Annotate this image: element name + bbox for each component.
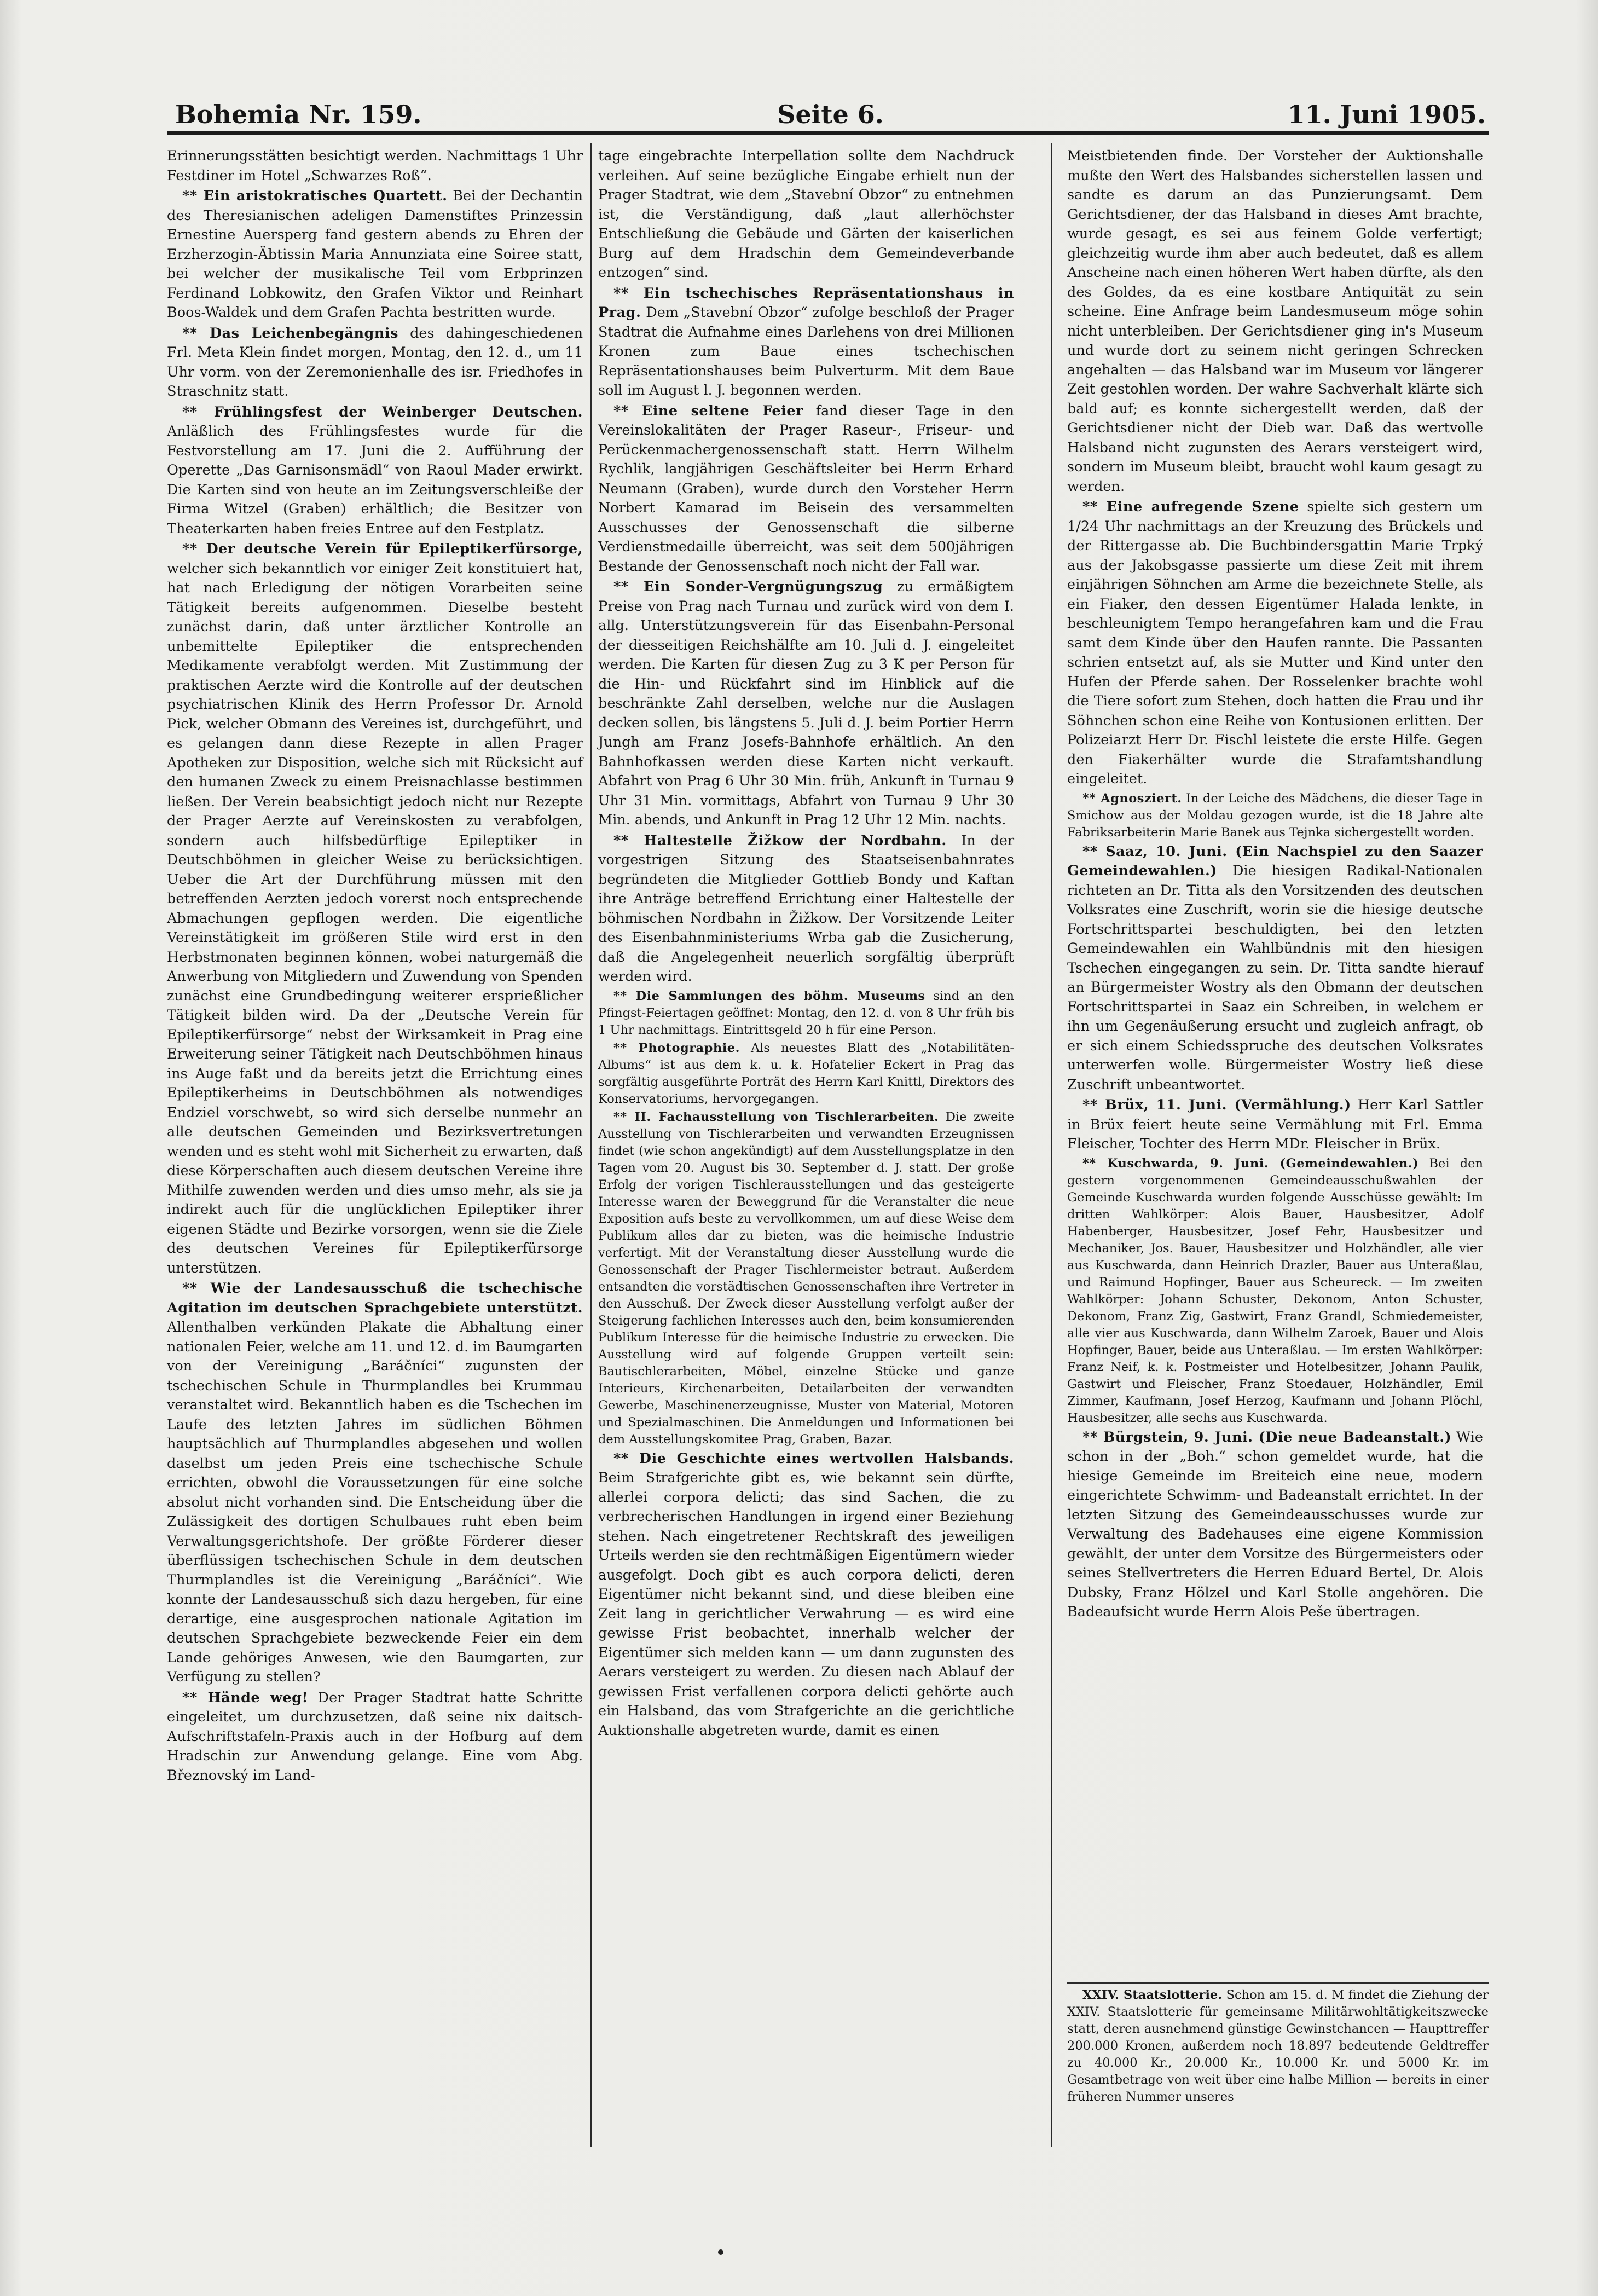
article-heading: ** Eine aufregende Szene: [1082, 499, 1299, 515]
article-heading: ** Brüx, 11. Juni. (Vermählung.): [1082, 1097, 1351, 1113]
article-body: sind an den Pfingst-Feiertagen geöffnet: Montag, den 12. d. von 8 Uhr früh bis 1 Uhr nachmittags. Eintrittsgeld 20 h für eine Person.: [598, 988, 1014, 1037]
article-heading: ** Das Leichenbegängnis: [182, 325, 398, 342]
article-brux: [1067, 1096, 1483, 1154]
article-body: Allenthalben verkünden Plakate die Abhaltung einer nationalen Feier, welche am 11. und 12. d. im Baumgarten von der Vereinigung „Baráčníci“ zugunsten der tschechischen Schule in Thurmplandles bei Krummau veranstaltet wird. Bekanntlich haben es die Tschechen im Laufe des letzten Jahres im südlichen Böhmen hauptsächlich auf Thurmplandles abgesehen und wollen daselbst um jeden Preis eine tschechische Schule errichten, obwohl die Voraussetzungen für eine solche absolut nicht vorhanden sind. Die Entscheidung über die Zulässigkeit des dortigen Schulbaues ruht eben beim Verwaltungsgerichtshofe. Der größte Förderer dieser überflüssigen tschechischen Schule in dem deutschen Thurmplandles ist die Vereinigung „Baráčníci“. Wie konnte der Landesausschuß sich dazu hergeben, für eine derartige, eine ausgesprochen nationale Agitation im deutschen Sprachgebiete bezweckende Feier ein dem Lande gehöriges Anwesen, wie den Baumgarten, zur Verfügung zu stellen?: [167, 1319, 583, 1685]
print-mark: [718, 2249, 723, 2255]
article-continuation: tage eingebrachte Interpellation sollte dem Nachdruck verleihen. Auf seine bezügliche Eingabe erhielt nun der Prager Stadtrat, wie dem „Stavební Obzor“ zu entnehmen ist, die Verständigung, daß „laut allerhöchster Entschließung die Gebäude und Gärten der kaiserlichen Burg auf dem Hradschin dem Gemeindeverbande entzogen“ sind.: [598, 148, 1014, 281]
article-body: Die hiesigen Radikal-Nationalen richteten an Dr. Titta als den Vorsitzenden des deutschen Volksrates eine Zuschrift, worin sie die hiesige deutsche Fortschrittspartei beschuldigten, bei den letzten Gemeindewahlen ein Wahlbündnis mit den hiesigen Tschechen eingegangen zu sein. Dr. Titta sandte hierauf an Bürgermeister Wostry als den Obmann der deutschen Fortschrittspartei in Saaz ein Schreiben, in welchem er ihn um Gegenäußerung ersucht und zugleich anfragt, ob er sich einem Schiedsspruche des deutschen Volksrates unterwerfen wolle. Bürgermeister Wostry ließ diese Zuschrift unbeantwortet.: [1067, 863, 1483, 1093]
article-continuation: Meistbietenden finde. Der Vorsteher der Auktionshalle mußte den Wert des Halsbandes sicherstellen lassen und sandte es darum an das Punzierungsamt. Dem Gerichtsdiener, der das Halsband in dieses Amt brachte, wurde gesagt, es sei aus feinem Golde verfertigt; gleichzeitig wurde ihm aber auch bedeutet, daß es allem Anscheine nach einen höheren Wert haben dürfte, als den des Goldes, da es eine kostbare Antiquität zu sein scheine. Eine Anfrage beim Landesmuseum möge sohin nicht unterbleiben. Der Gerichtsdiener ging in's Museum und wurde dort zu seinem nicht geringen Schrecken angehalten — das Halsband war im Museum vor längerer Zeit gestohlen worden. Der wahre Sachverhalt klärte sich bald auf; es konnte sichergestellt werden, daß der Gerichtsdiener nicht der Dieb war. Daß das wertvolle Halsband nicht zugunsten des Aerars versteigert wird, sondern im Museum bleibt, braucht wohl kaum gesagt zu werden.: [1067, 148, 1483, 495]
issue-date: 11. Juni 1905.: [1287, 100, 1486, 129]
article-heading: ** Haltestelle Žižkow der Nordbahn.: [613, 832, 947, 849]
article-heading: ** Bürgstein, 9. Juni. (Die neue Badeanstalt.): [1082, 1429, 1452, 1445]
column-3: [1067, 147, 1483, 1623]
article-body: Schon am 15. d. M findet die Ziehung der XXIV. Staatslotterie für gemeinsame Militärwohltätigkeitszwecke statt, deren ausnehmend günstige Gewinstchancen — Haupttreffer 200.000 Kronen, außerdem noch 18.897 bedeutende Geldtreffer zu 40.000 Kr., 20.000 Kr., 10.000 Kr. und 5000 Kr. im Gesamtbetrage von weit über eine halbe Million — bereits in einer früheren Nummer unseres: [1067, 1988, 1489, 2104]
column-1: [167, 147, 583, 1786]
article-necklace-story: [598, 1449, 1014, 1741]
article-kuschwarda: [1067, 1155, 1483, 1427]
article-representation-house: [598, 284, 1014, 401]
article-heading: ** Ein tschechisches Repräsentationshaus in Prag.: [598, 285, 1014, 321]
article-body: In der vorgestrigen Sitzung des Staatseisenbahnrates begründeten die Mitglieder Gottlieb Bondy und Kaftan ihre Anträge betreffend Errichtung einer Haltestelle der böhmischen Nordbahn in Žižkow. Der Vorsitzende Leiter des Eisenbahnministeriums Wrba gab die Zusicherung, daß die Angelegenheit neuerlich sorgfältig überprüft werden wird.: [598, 832, 1015, 985]
article-aristocratic-quartet: [167, 187, 583, 323]
column-divider-1: [590, 143, 592, 2147]
article-body: fand dieser Tage in den Vereinslokalitäten der Prager Raseur-, Friseur- und Perückenmachergenossenschaft statt. Herrn Wilhelm Rychlik, langjährigen Geschäftsleiter bei Herrn Erhard Neumann (Graben), wurde durch den Vorsteher Herrn Norbert Kamarad im Beisein des versammelten Ausschusses der Genossenschaft die silberne Verdienstmedaille überreicht, was seit dem 500jährigen Bestande der Genossenschaft noch nicht der Fall war.: [598, 402, 1014, 575]
article-body: welcher sich bekanntlich vor einiger Zeit konstituiert hat, hat nach Erledigung der nötigen Vorarbeiten seine Tätigkeit bereits aufgenommen. Dieselbe besteht zunächst darin, daß unter ärztlicher Kontrolle an unbemittelte Epileptiker die entsprechenden Medikamente verabfolgt werden. Mit Zustimmung der praktischen Aerzte wird die Kontrolle auf der deutschen psychiatrischen Klinik des Herrn Professor Dr. Arnold Pick, welcher Obmann des Vereines ist, durchgeführt, und es gelangen dann diese Rezepte in allen Prager Apotheken zur Disposition, welche sich mit Rücksicht auf den humanen Zweck zu einem Preisnachlasse bestimmen ließen. Der Verein beabsichtigt jedoch nicht nur Rezepte der Prager Aerzte auf Vereinskosten zu verabfolgen, sondern auch hilfsbedürftige Epileptiker in Deutschböhmen in gleicher Weise zu berücksichtigen. Ueber die Art der Durchführung müssen mit den betreffenden Aerzten jedoch vorerst noch entsprechende Abmachungen gepflogen werden. Die eigentliche Vereinstätigkeit im größeren Stile wird erst in den Herbstmonaten beginnen können, wobei naturgemäß die Anwerbung von Mitgliedern und Zuwendung von Spenden zunächst eine Grundbedingung weiterer ersprießlicher Tätigkeit bilden wird. Da der „Deutsche Verein für Epileptikerfürsorge“ nebst der Wirksamkeit in Prag eine Erweiterung seiner Tätigkeit nach Deutschböhmen hinaus ins Auge faßt und da bereits jetzt die Errichtung eines Epileptikerheims in Deutschböhmen als notwendiges Endziel vorschwebt, so wird sich derselbe nunmehr an alle deutschen Gemeinden und Bezirksvertretungen wenden und es steht wohl mit Sicherheit zu erwarten, daß diese Körperschaften auch diesem deutschen Vereine ihre Mithilfe zuwenden werden und dies umso mehr, als sie ja indirekt auch für die unglücklichen Epileptiker ihrer eigenen Städte und Bezirke vorsorgen, wenn sie die Ziele des deutschen Vereines für Epileptikerfürsorge unterstützen.: [167, 560, 583, 1276]
article-epilepsy-association: [167, 540, 583, 1278]
article-burgstein: [1067, 1428, 1483, 1622]
article-heading: ** Ein Sonder-Vergnügungszug: [613, 579, 883, 595]
article-body: Die zweite Ausstellung von Tischlerarbeiten und verwandten Erzeugnissen findet (wie schon angekündigt) auf dem Ausstellungsplatze in den Tagen vom 20. August bis 30. September d. J. statt. Der große Erfolg der vorigen Tischlerausstellungen und das gesteigerte Interesse waren der Beweggrund für die Veranstalter die neue Exposition aufs beste zu vervollkommen, um auf diese Weise dem Publikum alles dar zu bieten, was die heimische Industrie verfertigt. Mit der Veranstaltung dieser Ausstellung wurde die Genossenschaft der Prager Tischlermeister betraut. Außerdem entsandten die vorstädtischen Genossenschaften ihre Vertreter in den Ausschuß. Der Zweck dieser Ausstellung verfolgt außer der Steigerung fachlichen Interesses auch den, beim konsumierenden Publikum Interesse für die heimische Industrie zu erwecken. Die Ausstellung wird auf folgende Gruppen verteilt sein: Bautischlerarbeiten, Möbel, einzelne Stücke und ganze Interieurs, Kirchenarbeiten, Detailarbeiten der verwandten Gewerbe, Maschinenerzeugnisse, Muster von Material, Motoren und Spezialmaschinen. Die Anmeldungen und Informationen bei dem Ausstellungskomitee Prag, Graben, Bazar.: [598, 1109, 1015, 1447]
article-body: Anläßlich des Frühlingsfestes wurde für die Festvorstellung am 17. Juni die 2. Aufführung der Operette „Das Garnisonsmädl“ von Raoul Mader erwirkt. Die Karten sind von heute an im Zeitungsverschleiße der Firma Witzel (Graben) erhältlich; die Besitzer von Theaterkarten haben freies Entree auf den Festplatz.: [167, 423, 583, 537]
article-photography: [598, 1040, 1014, 1108]
article-agitation: [167, 1279, 583, 1687]
page-number: Seite 6.: [777, 100, 884, 129]
header-rule: [167, 131, 1489, 135]
article-special-train: [598, 577, 1014, 830]
column-2: [598, 147, 1014, 1742]
section-rule: [1067, 1982, 1489, 1984]
article-body: In der Leiche des Mädchens, die dieser Tage in Smichow aus der Moldau gezogen wurde, ist die 18 Jahre alte Fabriksarbeiterin Marie Banek aus Tejnka sichergestellt worden.: [1067, 791, 1484, 840]
article-heading: ** Der deutsche Verein für Epileptikerfürsorge,: [182, 541, 583, 557]
article-continuation: Erinnerungsstätten besichtigt werden. Nachmittags 1 Uhr Festdiner im Hotel „Schwarzes Roß“.: [167, 148, 583, 184]
article-body: spielte sich gestern um 1/24 Uhr nachmittags an der Kreuzung des Brückels und der Rittergasse ab. Die Buchbindersgattin Marie Trpký aus der Jakobsgasse passierte um diese Zeit mit ihrem einjährigen Söhnchen am Arme die bezeichnete Stelle, als ein Fiaker, den dessen Eigentümer Halada lenkte, in beschleunigtem Tempo herangefahren kam und die Frau samt dem Kinde über den Haufen rannte. Die Passanten schrien entsetzt auf, als sie Mutter und Kind unter den Hufen der Pferde sahen. Der Rosselenker brachte wohl die Tiere sofort zum Stehen, doch hatten die Frau und ihr Söhnchen schon eine Reihe von Kontusionen erlitten. Der Polizeiarzt Herr Dr. Fischl leistete die erste Hilfe. Gegen den Fiakerhälter wurde die Strafamtshandlung eingeleitet.: [1067, 499, 1484, 787]
article-spring-festival: [167, 403, 583, 539]
article-heading: ** Wie der Landesausschuß die tschechische Agitation im deutschen Sprachgebiete unterstützt.: [167, 1280, 583, 1316]
article-body: Bei den gestern vorgenommenen Gemeindeausschußwahlen der Gemeinde Kuschwarda wurden folgende Ausschüsse gewählt: Im dritten Wahlkörper: Alois Bauer, Hausbesitzer, Adolf Habenberger, Hausbesitzer, Josef Fehr, Hausbesitzer und Mechaniker, Jos. Bauer, Hausbesitzer und Holzhändler, alle vier aus Kuschwarda, dann Heinrich Drazler, Bauer aus Unteraßlau, und Raimund Hopfinger, Bauer aus Scheureck. — Im zweiten Wahlkörper: Johann Schuster, Dekonom, Anton Schuster, Dekonom, Franz Zig, Gastwirt, Franz Grandl, Schmiedemeister, alle vier aus Kuschwarda, dann Wilhelm Zaroek, Bauer und Alois Hopfinger, Bauer, beide aus Unteraßlau. — Im ersten Wahlkörper: Franz Neif, k. k. Postmeister und Hotelbesitzer, Johann Paulik, Gastwirt und Fleischer, Franz Stoedauer, Holzhändler, Emil Zimmer, Kaufmann, Josef Herzog, Kaufmann und Johann Plöchl, Hausbesitzer, alle sechs aus Kuschwarda.: [1067, 1156, 1483, 1425]
article-carpentry-exhibition: [598, 1109, 1014, 1448]
article-heading: ** Photographie.: [613, 1040, 740, 1055]
article-body: zu ermäßigtem Preise von Prag nach Turnau und zurück wird von dem I. allg. Unterstützungsverein für das Eisenbahn-Personal der diesseitigen Reichshälfte am 10. Juli d. J. eingeleitet werden. Die Karten für diesen Zug zu 3 K per Person für die Hin- und Rückfahrt sind im Hinblick auf die beschränkte Zahl derselben, welche nur die Auslagen decken sollen, bis längstens 5. Juli d. J. beim Portier Herrn Jungh am Franz Josefs-Bahnhofe erhältlich. An den Bahnhofkassen werden diese Karten nicht verkauft. Abfahrt von Prag 6 Uhr 30 Min. früh, Ankunft in Turnau 9 Uhr 31 Min. vormittags, Abfahrt von Turnau 9 Uhr 30 Min. abends, und Ankunft in Prag 12 Uhr 12 Min. nachts.: [598, 579, 1014, 828]
article-saaz: [1067, 842, 1483, 1095]
article-hands-off: [167, 1688, 583, 1786]
newspaper-issue: Bohemia Nr. 159.: [175, 100, 422, 129]
article-body: Dem „Stavební Obzor“ zufolge beschloß der Prager Stadtrat die Aufnahme eines Darlehens von drei Millionen Kronen zum Baue eines tschechischen Repräsentationshauses beim Pulverturm. Mit dem Baue soll im August l. J. begonnen werden.: [598, 304, 1014, 398]
article-heading: ** II. Fachausstellung von Tischlerarbeiten.: [613, 1109, 939, 1124]
article-body: Herr Karl Sattler in Brüx feiert heute seine Vermählung mit Frl. Emma Fleischer, Tochter des Herrn MDr. Fleischer in Brüx.: [1067, 1097, 1484, 1152]
article-heading: ** Agnosziert.: [1082, 791, 1182, 806]
article-heading: ** Saaz, 10. Juni. (Ein Nachspiel zu den Saazer Gemeindewahlen.): [1067, 843, 1483, 879]
article-body: Wie schon in der „Boh.“ schon gemeldet wurde, hat die hiesige Gemeinde im Breiteich eine neue, modern eingerichtete Schwimm- und Badeanstalt errichtet. In der letzten Sitzung des Gemeindeausschusses wurde zur Verwaltung des Badehauses eine eigene Kommission gewählt, der unter dem Vorsitze des Bürgermeisters oder seines Stellvertreters die Herren Eduard Bertel, Dr. Alois Dubsky, Franz Hölzel und Karl Stolle angehören. Die Badeaufsicht wurde Herrn Alois Peše übertragen.: [1067, 1429, 1483, 1620]
column-divider-2: [1051, 143, 1052, 2147]
article-heading: ** Hände weg!: [182, 1689, 309, 1706]
article-identified: [1067, 790, 1483, 841]
article-body: Bei der Dechantin des Theresianischen adeligen Damenstiftes Prinzessin Ernestine Auersperg fand gestern abends zu Ehren der Erzherzogin-Äbtissin Maria Annunziata eine Soiree statt, bei welcher der musikalische Teil vom Erbprinzen Ferdinand Lobkowitz, den Grafen Viktor und Reinhart Boos-Waldek und dem Grafen Pachta bestritten wurde.: [167, 188, 583, 321]
article-heading: ** Die Geschichte eines wertvollen Halsbands.: [613, 1450, 1014, 1467]
article-body: Als neuestes Blatt des „Notabilitäten-Albums“ ist aus dem k. u. k. Hofatelier Eckert in Prag das sorgfältig ausgeführte Porträt des Herrn Karl Knittl, Direktors des Konservatoriums, hervorgegangen.: [598, 1040, 1014, 1106]
article-heading: ** Eine seltene Feier: [613, 402, 803, 419]
page-header: [175, 94, 1486, 132]
article-body: des dahingeschiedenen Frl. Meta Klein findet morgen, Montag, den 12. d., um 11 Uhr vorm. von der Zeremonienhalle des isr. Friedhofes in Straschnitz statt.: [167, 325, 583, 400]
article-body: Der Prager Stadtrat hatte Schritte eingeleitet, um durchzusetzen, daß seine nix daitsch-Aufschriftstafeln-Praxis auch in der Hofburg auf dem Hradschin zur Anwendung gelange. Eine vom Abg. Březnovský im Land-: [167, 1689, 583, 1784]
article-heading: ** Frühlingsfest der Weinberger Deutschen.: [182, 403, 583, 420]
article-heading: ** Die Sammlungen des böhm. Museums: [613, 988, 925, 1003]
article-heading: ** Ein aristokratisches Quartett.: [182, 188, 448, 204]
article-rare-celebration: [598, 402, 1014, 577]
article-state-lottery: [1067, 1987, 1489, 2106]
article-heading: ** Kuschwarda, 9. Juni. (Gemeindewahlen.): [1082, 1156, 1419, 1171]
article-heading: XXIV. Staatslotterie.: [1082, 1988, 1223, 2002]
article-body: Beim Strafgerichte gibt es, wie bekannt sein dürfte, allerlei corpora delicti; das sind Sachen, die zu verbrecherischen Handlungen in irgend einer Beziehung stehen. Nach eingetretener Rechtskraft des jeweiligen Urteils werden sie den rechtmäßigen Eigentümern wieder ausgefolgt. Doch gibt es auch corpora delicti, deren Eigentümer nicht bekannt sind, und diese bleiben eine Zeit lang in gerichtlicher Verwahrung — es wird eine gewisse Frist beobachtet, innerhalb welcher der Eigentümer sich melden kann — um dann zugunsten des Aerars versteigert zu werden. Zu diesen nach Ablauf der gewissen Frist verfallenen corpora delicti gehörte auch ein Halsband, das vom Strafgerichte an die gerichtliche Auktionshalle abgetreten wurde, damit es einen: [598, 1470, 1014, 1739]
article-museum-collections: [598, 988, 1014, 1039]
article-exciting-scene: [1067, 498, 1483, 789]
article-funeral: [167, 324, 583, 402]
article-zizkow-station: [598, 831, 1014, 987]
